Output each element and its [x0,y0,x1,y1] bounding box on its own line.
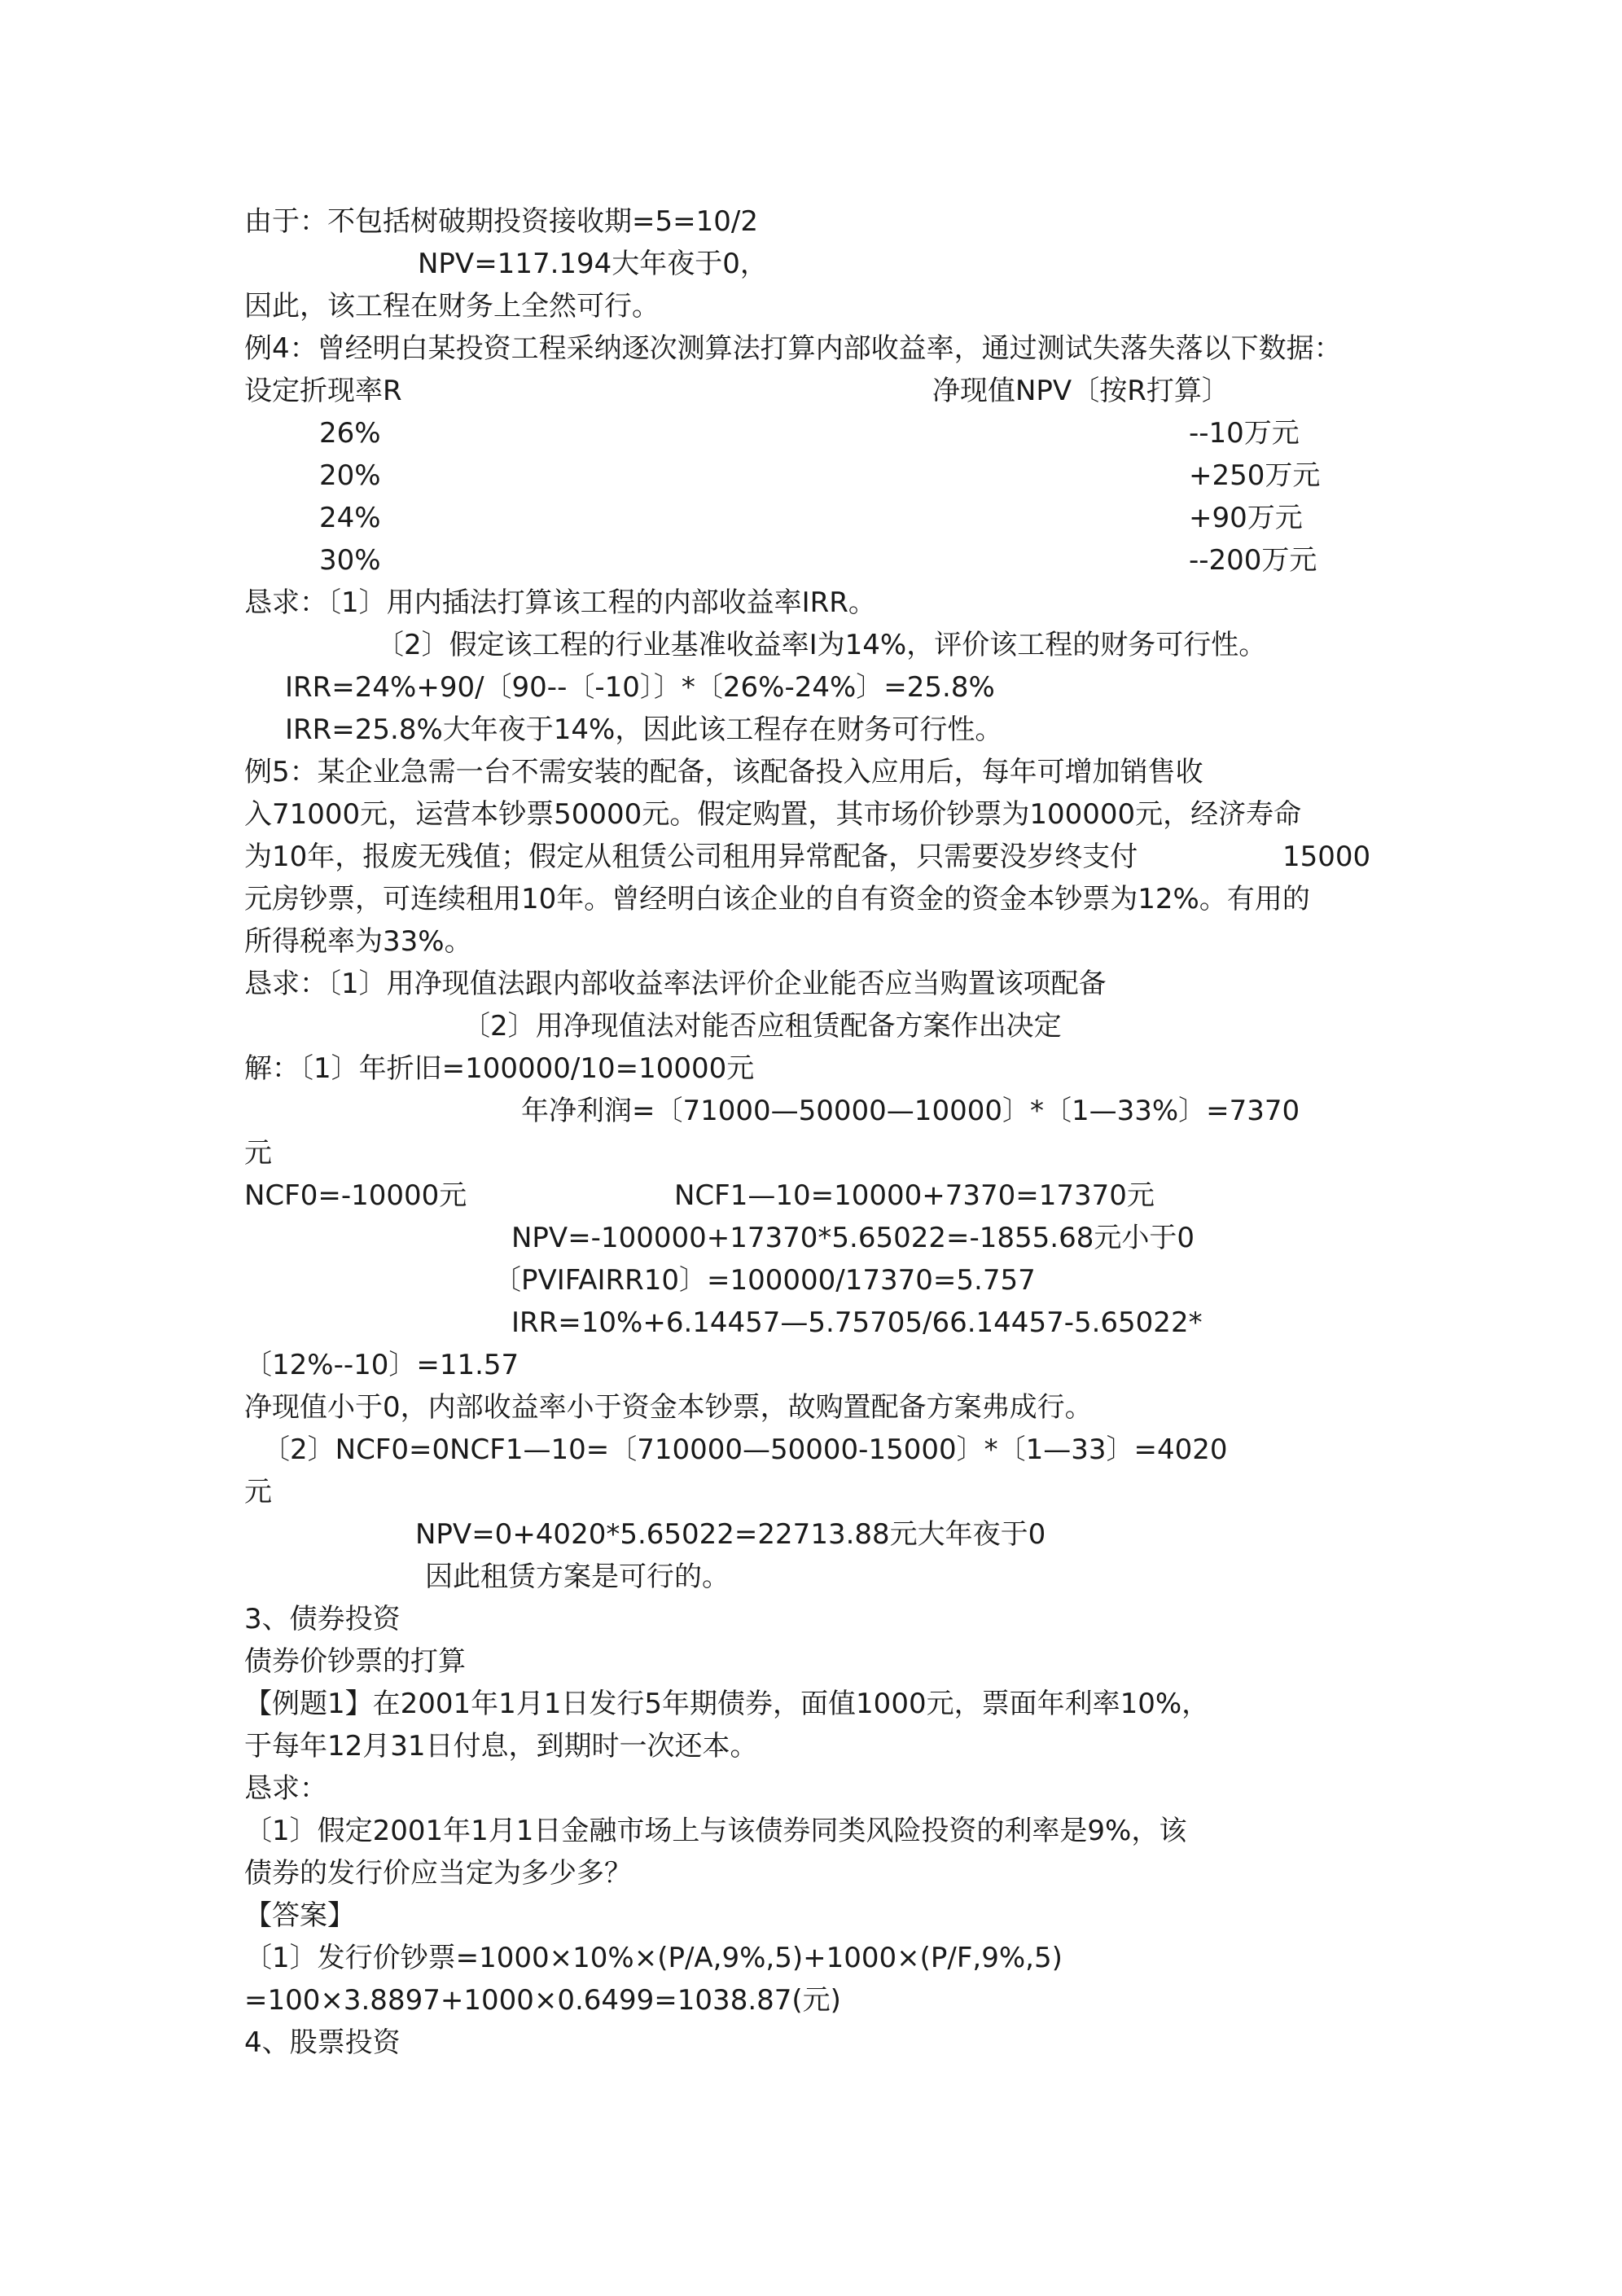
text-line: 〔12%--10〕=11.57 [244,1349,519,1381]
text-line: 债券的发行价应当定为多少多？ [244,1857,632,1890]
text-line: 入71000元，运营本钞票50000元。假定购置，其市场价钞票为100000元，经济寿命 [244,798,1302,831]
table-header: 设定折现率R [244,375,402,407]
text-line: 【答案】 [244,1899,355,1932]
text-line: NPV=-100000+17370*5.65022=-1855.68元小于0 [511,1222,1195,1254]
text-line: 恳求：〔1〕用内插法打算该工程的内部收益率IRR。 [244,586,876,619]
table-cell: +250万元 [1189,459,1321,492]
table-cell: 26% [319,417,381,450]
text-line: 因此，该工程在财务上全然可行。 [244,290,660,323]
text-line: 所得税率为33%。 [244,925,472,958]
table-cell: 30% [319,544,381,577]
text-line: 因此租赁方案是可行的。 [425,1561,730,1593]
text-line: 恳求：〔1〕用净现值法跟内部收益率法评价企业能否应当购置该项配备 [244,968,1107,1000]
table-cell: --200万元 [1189,544,1317,577]
text-line: 元 [244,1137,272,1170]
text-line: NPV=0+4020*5.65022=22713.88元大年夜于0 [415,1518,1046,1551]
text-line: 〔1〕假定2001年1月1日金融市场上与该债券同类风险投资的利率是9%，该 [244,1815,1187,1847]
text-line: 恳求： [244,1772,327,1805]
text-line: 〔2〕NCF0=0NCF1—10=〔710000—50000-15000〕*〔1—33〕=4020 [262,1433,1228,1466]
text-line: IRR=25.8%大年夜于14%，因此该工程存在财务可行性。 [285,713,1003,746]
section-heading: 3、债券投资 [244,1603,401,1635]
table-cell: 20% [319,459,381,492]
text-line: 例4：曾经明白某投资工程采纳逐次测算法打算内部收益率，通过测试失落失落以下数据： [244,332,1342,365]
text-line: 例5：某企业急需一台不需安装的配备，该配备投入应用后，每年可增加销售收 [244,756,1203,788]
text-line: =100×3.8897+1000×0.6499=1038.87(元) [244,1984,841,2017]
table-cell: 24% [319,502,381,534]
text-line: IRR=10%+6.14457—5.75705/66.14457-5.65022* [511,1306,1203,1339]
text-line: 于每年12月31日付息，到期时一次还本。 [244,1730,758,1763]
text-line: 元房钞票，可连续租用10年。曾经明白该企业的自有资金的资金本钞票为12%。有用的 [244,883,1310,915]
text-line: 〔1〕发行价钞票=1000×10%×(P/A,9%,5)+1000×(P/F,9%,5) [244,1942,1063,1974]
text-line: 为10年，报废无残值；假定从租赁公司租用异常配备，只需要没岁终支付 [244,841,1138,873]
text-line: 〔2〕假定该工程的行业基准收益率I为14%，评价该工程的财务可行性。 [376,629,1267,661]
text-line: NPV=117.194大年夜于0， [418,248,768,280]
table-header: 净现值NPV〔按R打算〕 [932,375,1230,407]
text-line: 年净利润=〔71000—50000—10000〕*〔1—33%〕=7370 [521,1095,1300,1127]
table-cell: --10万元 [1189,417,1300,450]
text-line: 〔PVIFAIRR10〕=100000/17370=5.757 [493,1264,1036,1297]
text-line: 【例题1】在2001年1月1日发行5年期债券，面值1000元，票面年利率10%， [244,1688,1210,1720]
text-line: NCF1—10=10000+7370=17370元 [674,1179,1155,1212]
text-line: NCF0=-10000元 [244,1179,467,1212]
text-line: 解：〔1〕年折旧=100000/10=10000元 [244,1052,755,1085]
section-heading: 4、股票投资 [244,2026,401,2059]
text-line: 净现值小于0，内部收益率小于资金本钞票，故购置配备方案弗成行。 [244,1391,1093,1424]
text-line: 元 [244,1476,272,1508]
text-line: 由于：不包括树破期投资接收期=5=10/2 [244,205,758,238]
text-line: 〔2〕用净现值法对能否应租赁配备方案作出决定 [462,1010,1062,1043]
text-line: IRR=24%+90/〔90--〔-10〕〕*〔26%-24%〕=25.8% [285,671,995,704]
text-line: 15000 [1282,841,1371,873]
text-line: 债券价钞票的打算 [244,1645,466,1678]
table-cell: +90万元 [1189,502,1303,534]
